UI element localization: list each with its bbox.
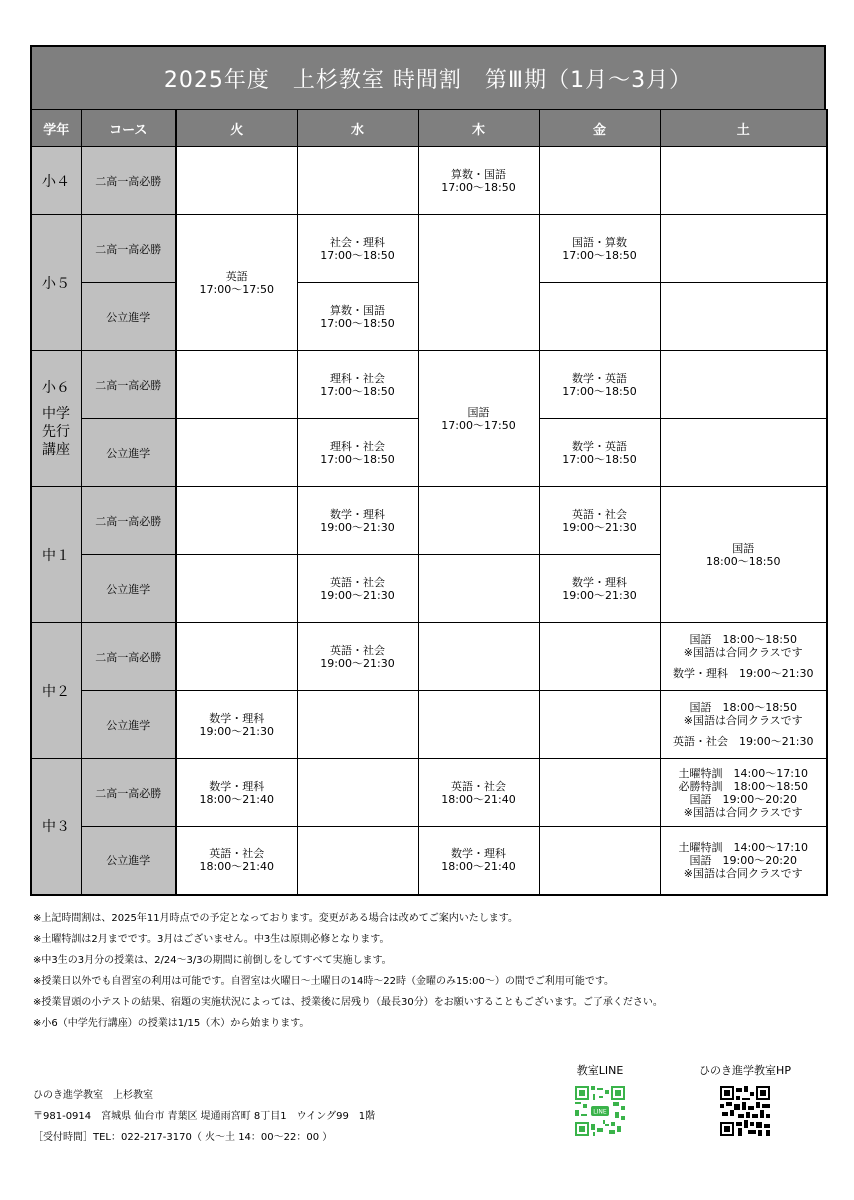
note-line: ※土曜特訓は2月までです。3月はございません。中3生は原則必修となります。 [33, 934, 390, 945]
class-subject: 理科・社会 [330, 371, 385, 385]
header-course: コース [81, 110, 176, 147]
class-time: 19:00～21:30 [320, 656, 395, 670]
sat-line: 土曜特訓 14:00～17:10 [678, 766, 808, 780]
class-subject: 算数・国語 [330, 303, 385, 317]
cell-chu1-thu-1 [418, 487, 539, 555]
grade-sho5: 小５ [31, 215, 81, 351]
cell-chu2-thu-2 [418, 691, 539, 759]
grade-sho6 [31, 351, 81, 487]
class-time: 18:00～21:40 [199, 860, 274, 874]
cell-sho4-fri [539, 147, 660, 215]
class-subject: 数学・英語 [572, 371, 627, 385]
sat-line: ※国語は合同クラスです [683, 646, 803, 659]
header-thu: 木 [418, 110, 539, 147]
header-fri: 金 [539, 110, 660, 147]
grade-sho6-sub: 中学 [42, 405, 70, 422]
cell-sho5-fri-1 [539, 215, 660, 283]
cell-chu3-sat-2 [660, 827, 827, 895]
sat-line: 土曜特訓 14:00～17:10 [678, 840, 808, 854]
course-chu1-2: 公立進学 [81, 555, 176, 623]
cell-chu3-thu-2 [418, 827, 539, 895]
footer-info [33, 1085, 375, 1148]
class-subject: 国語 [467, 405, 490, 419]
class-subject: 英語 [225, 269, 248, 283]
cell-chu3-fri-2 [539, 827, 660, 895]
header-row [31, 110, 827, 147]
cell-sho6-thu [418, 351, 539, 487]
grade-chu2: 中２ [31, 623, 81, 759]
cell-chu3-tue-2 [176, 827, 297, 895]
hp-qr-label: ひのき進学教室HP [699, 1064, 791, 1077]
cell-sho5-sat-1 [660, 215, 827, 283]
school-hours: ［受付時間］TEL：022-217-3170（ 火～土 14：00～22：00 ） [33, 1132, 333, 1143]
sat-line: ※国語は合同クラスです [683, 714, 803, 727]
note-line: ※授業冒頭の小テストの結果、宿題の実施状況によっては、授業後に居残り（最長30分）をお願いすることもございます。ご了承ください。 [33, 997, 663, 1008]
course-chu2-1: 二高一高必勝 [81, 623, 176, 691]
class-subject: 英語・社会 [572, 507, 627, 521]
cell-chu1-thu-2 [418, 555, 539, 623]
hp-qr-code[interactable] [720, 1086, 770, 1136]
cell-chu3-thu-1 [418, 759, 539, 827]
row-chu3-2 [31, 827, 827, 895]
cell-chu1-tue-1 [176, 487, 297, 555]
cell-sho4-thu [418, 147, 539, 215]
class-time: 17:00～18:50 [320, 452, 395, 466]
cell-sho6-sat-2 [660, 419, 827, 487]
note-line: ※上記時間割は、2025年11月時点での予定となっております。変更がある場合は改めてご案内いたします。 [33, 913, 518, 924]
class-time: 19:00～21:30 [562, 588, 637, 602]
course-sho6-2: 公立進学 [81, 419, 176, 487]
cell-sho4-wed [297, 147, 418, 215]
cell-sho6-wed-2 [297, 419, 418, 487]
cell-sho6-wed-1 [297, 351, 418, 419]
class-subject: 数学・理科 [209, 779, 265, 793]
class-subject: 数学・理科 [209, 711, 265, 725]
cell-sho5-fri-2 [539, 283, 660, 351]
cell-sho5-wed-1 [297, 215, 418, 283]
sat-line: 国語 19:00～20:20 [689, 792, 797, 806]
class-subject: 数学・理科 [572, 575, 627, 589]
class-time: 17:00～18:50 [320, 316, 395, 330]
notes [33, 908, 833, 1034]
class-time: 18:00～21:40 [441, 860, 516, 874]
cell-sho6-sat-1 [660, 351, 827, 419]
school-address: 〒981-0914 宮城県 仙台市 青葉区 堤通雨宮町 8丁目1 ウイング99 1階 [33, 1111, 376, 1122]
page-title: 2025年度 上杉教室 時間割 第Ⅲ期（1月～3月） [163, 67, 693, 93]
class-subject: 英語・社会 [209, 847, 265, 861]
class-time: 19:00～21:30 [320, 588, 395, 602]
sat-line: 国語 18:00～18:50 [689, 701, 797, 714]
row-sho4 [31, 147, 827, 215]
class-time: 17:00～18:50 [562, 384, 637, 398]
row-chu2-2 [31, 691, 827, 759]
row-chu1-1 [31, 487, 827, 555]
cell-chu2-fri-2 [539, 691, 660, 759]
class-time: 19:00～21:30 [562, 520, 637, 534]
class-subject: 理科・社会 [330, 439, 385, 453]
course-chu2-2: 公立進学 [81, 691, 176, 759]
cell-sho6-fri-1 [539, 351, 660, 419]
class-time: 17:00～18:50 [562, 248, 637, 262]
line-qr-block [560, 1062, 640, 1136]
class-subject: 数学・理科 [330, 507, 385, 521]
class-time: 18:00～21:40 [441, 792, 516, 806]
class-subject: 社会・理科 [330, 235, 385, 249]
line-badge: LINE [593, 1108, 607, 1116]
header-tue: 火 [176, 110, 297, 147]
class-time: 17:00～17:50 [199, 282, 274, 296]
hp-qr-block [690, 1062, 800, 1136]
class-time: 17:00～18:50 [320, 384, 395, 398]
cell-chu2-tue-1 [176, 623, 297, 691]
cell-chu2-wed-2 [297, 691, 418, 759]
header-wed: 水 [297, 110, 418, 147]
header-sat: 土 [660, 110, 827, 147]
course-chu3-1: 二高一高必勝 [81, 759, 176, 827]
title-bar [30, 45, 826, 109]
header-grade: 学年 [31, 110, 81, 147]
sat-line: 数学・理科 19:00～21:30 [673, 667, 814, 680]
cell-chu2-sat-1 [660, 623, 827, 691]
class-subject: 英語・社会 [451, 779, 506, 793]
cell-sho6-fri-2 [539, 419, 660, 487]
class-subject: 国語 [732, 541, 755, 555]
class-time: 17:00～18:50 [441, 180, 516, 194]
cell-chu1-wed-1 [297, 487, 418, 555]
grade-chu1: 中１ [31, 487, 81, 623]
class-subject: 算数・国語 [451, 167, 506, 181]
cell-chu2-thu-1 [418, 623, 539, 691]
timetable-sheet [30, 45, 826, 896]
note-line: ※小6（中学先行講座）の授業は1/15（木）から始まります。 [33, 1018, 310, 1029]
class-time: 19:00～21:30 [320, 520, 395, 534]
timetable [30, 109, 828, 896]
class-subject: 英語・社会 [330, 643, 385, 657]
sat-line: 必勝特訓 18:00～18:50 [678, 779, 808, 793]
course-sho5-2: 公立進学 [81, 283, 176, 351]
row-chu3-1 [31, 759, 827, 827]
line-qr-code[interactable] [575, 1086, 625, 1136]
row-sho6-1 [31, 351, 827, 419]
cell-chu3-wed-1 [297, 759, 418, 827]
cell-chu1-wed-2 [297, 555, 418, 623]
cell-chu3-tue-1 [176, 759, 297, 827]
class-time: 18:00～21:40 [199, 792, 274, 806]
class-subject: 国語・算数 [572, 235, 627, 249]
cell-sho5-sat-2 [660, 283, 827, 351]
cell-chu2-wed-1 [297, 623, 418, 691]
class-time: 19:00～21:30 [199, 724, 274, 738]
course-chu3-2: 公立進学 [81, 827, 176, 895]
class-subject: 数学・英語 [572, 439, 627, 453]
cell-chu2-sat-2 [660, 691, 827, 759]
grade-sho6-label: 小６ [42, 379, 70, 396]
sat-line: 国語 19:00～20:20 [689, 853, 797, 867]
cell-sho4-tue [176, 147, 297, 215]
cell-chu1-fri-2 [539, 555, 660, 623]
cell-chu3-wed-2 [297, 827, 418, 895]
cell-chu3-fri-1 [539, 759, 660, 827]
cell-chu2-tue-2 [176, 691, 297, 759]
course-sho4: 二高一高必勝 [81, 147, 176, 215]
grade-sho6-sub: 講座 [42, 441, 70, 458]
class-time: 17:00～18:50 [320, 248, 395, 262]
cell-chu2-fri-1 [539, 623, 660, 691]
sat-spacer [661, 727, 827, 735]
course-sho5-1: 二高一高必勝 [81, 215, 176, 283]
sat-line: 英語・社会 19:00～21:30 [673, 735, 814, 748]
sat-line: 国語 18:00～18:50 [689, 633, 797, 646]
cell-sho6-tue-2 [176, 419, 297, 487]
cell-sho4-sat [660, 147, 827, 215]
cell-sho5-thu [418, 215, 539, 351]
cell-sho5-tue [176, 215, 297, 351]
class-time: 17:00～17:50 [441, 418, 516, 432]
cell-sho6-tue-1 [176, 351, 297, 419]
cell-chu3-sat-1 [660, 759, 827, 827]
school-name: ひのき進学教室 上杉教室 [33, 1090, 153, 1101]
class-time: 18:00～18:50 [706, 554, 781, 568]
class-subject: 数学・理科 [451, 847, 506, 861]
grade-sho6-sub: 先行 [42, 423, 70, 440]
grade-chu3: 中３ [31, 759, 81, 895]
cell-sho5-wed-2 [297, 283, 418, 351]
cell-chu1-tue-2 [176, 555, 297, 623]
class-subject: 英語・社会 [330, 575, 385, 589]
row-sho5-1 [31, 215, 827, 283]
class-time: 17:00～18:50 [562, 452, 637, 466]
cell-chu1-sat [660, 487, 827, 623]
line-qr-label: 教室LINE [576, 1064, 624, 1077]
note-line: ※授業日以外でも自習室の利用は可能です。自習室は火曜日～土曜日の14時～22時（金曜のみ15:00～）の間でご利用可能です。 [33, 976, 615, 987]
course-chu1-1: 二高一高必勝 [81, 487, 176, 555]
course-sho6-1: 二高一高必勝 [81, 351, 176, 419]
sat-spacer [661, 659, 827, 667]
cell-chu1-fri-1 [539, 487, 660, 555]
grade-sho4: 小４ [31, 147, 81, 215]
sat-line: ※国語は合同クラスです [683, 866, 803, 880]
sat-line: ※国語は合同クラスです [683, 805, 803, 819]
row-chu2-1 [31, 623, 827, 691]
note-line: ※中3生の3月分の授業は、2/24～3/3の期間に前倒しをしてすべて実施します。 [33, 955, 392, 966]
